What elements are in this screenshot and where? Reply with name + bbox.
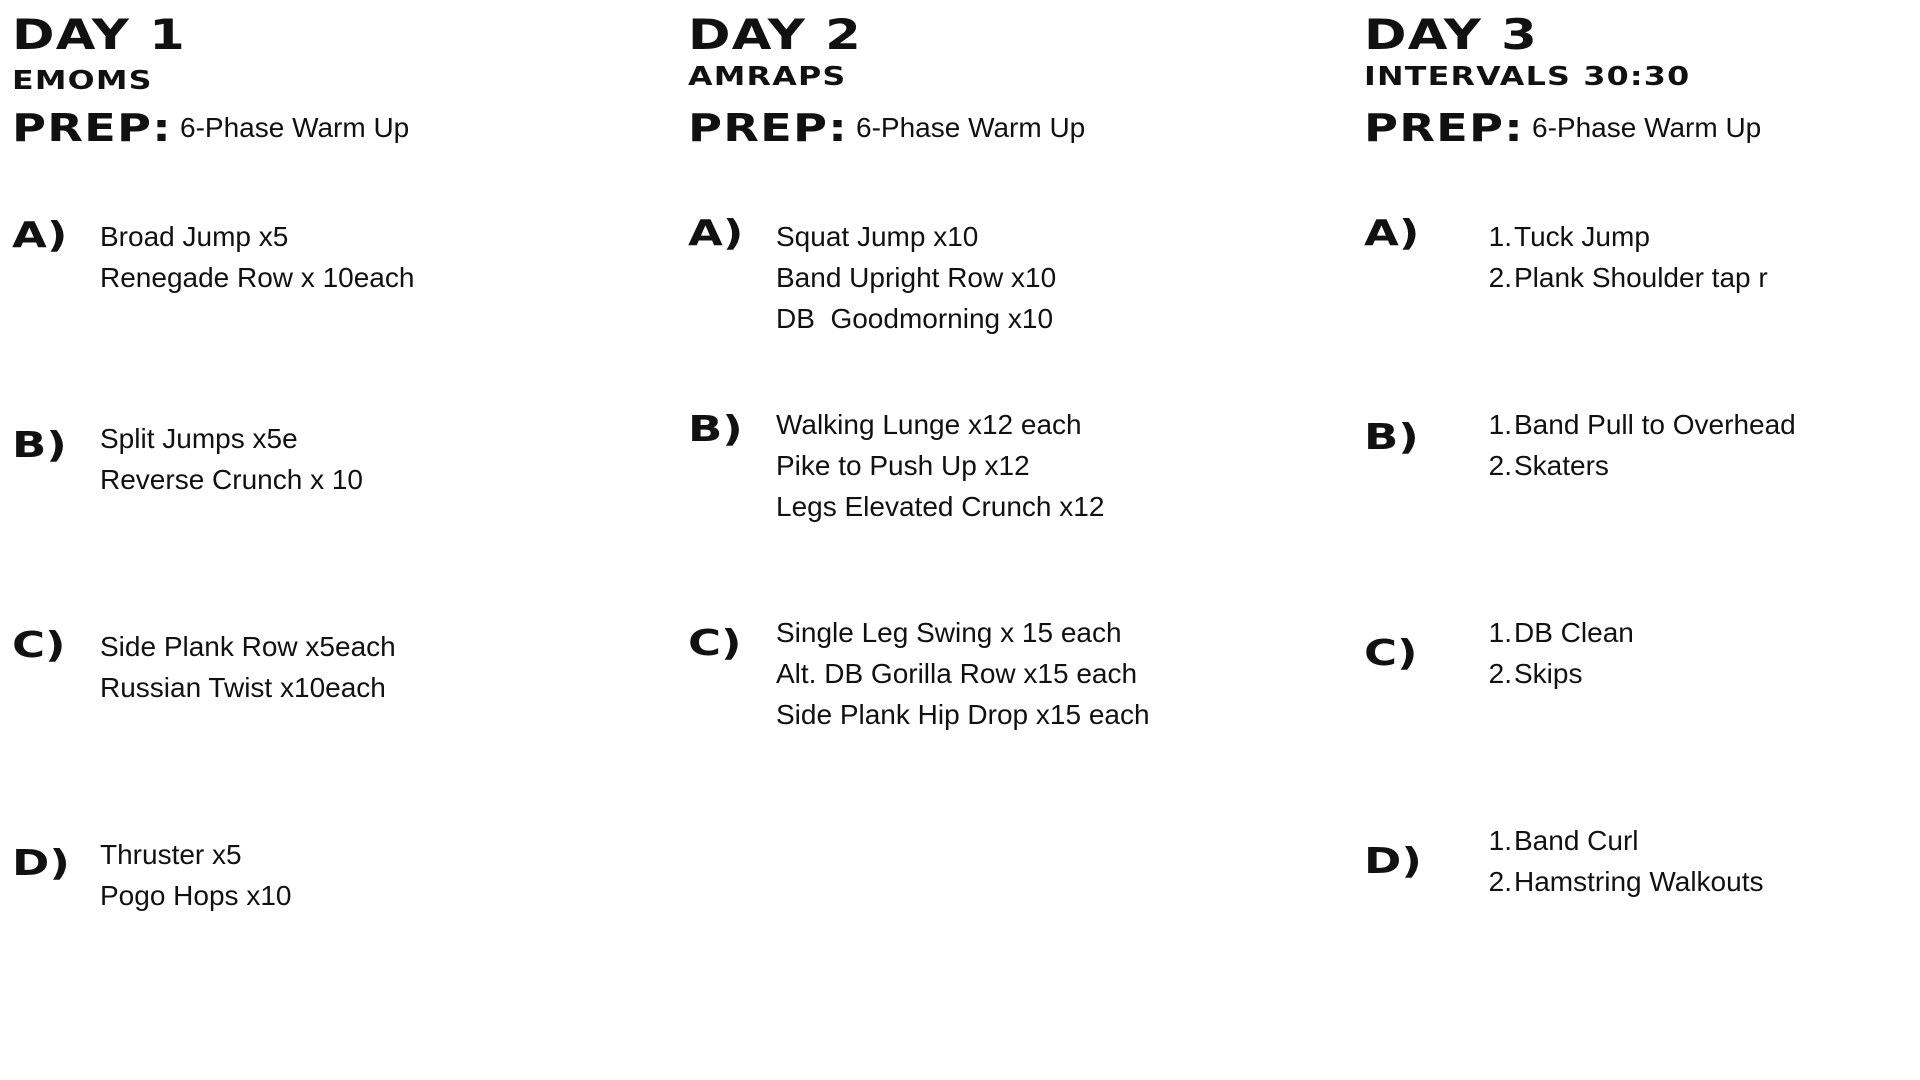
exercise-list xyxy=(100,216,414,298)
workout-format: EMOMS xyxy=(12,66,153,96)
exercise xyxy=(1486,653,1634,694)
workout-format: AMRAPS xyxy=(688,62,847,92)
exercise xyxy=(1486,216,1768,257)
day-title: DAY 2 xyxy=(688,10,862,59)
exercise-list xyxy=(1486,216,1768,298)
exercise: Band Upright Row x10 xyxy=(776,262,1057,293)
exercise: DB Goodmorning x10 xyxy=(776,303,1054,334)
exercise: Russian Twist x10each xyxy=(100,672,386,703)
prep-text: 6-Phase Warm Up xyxy=(180,112,410,143)
day-3-column xyxy=(1364,0,1920,1080)
exercise-list xyxy=(100,626,396,708)
exercise: Pogo Hops x10 xyxy=(100,880,292,911)
exercise: Alt. DB Gorilla Row x15 each xyxy=(776,658,1138,689)
exercise-number: 2. xyxy=(1488,866,1512,897)
prep-label: PREP: xyxy=(12,106,172,150)
day-2-column xyxy=(688,0,1348,1080)
prep-label: PREP: xyxy=(1364,106,1524,150)
exercise xyxy=(1486,404,1796,445)
exercise-number: 1. xyxy=(1488,617,1512,648)
exercise: Broad Jump x5 xyxy=(100,221,289,252)
prep-text: 6-Phase Warm Up xyxy=(1532,112,1762,143)
exercise-text: Hamstring Walkouts xyxy=(1514,866,1764,897)
exercise-text: Tuck Jump xyxy=(1514,221,1650,252)
exercise: Legs Elevated Crunch x12 xyxy=(776,491,1105,522)
exercise-text: Skips xyxy=(1514,658,1583,689)
block-label: A) xyxy=(12,215,68,256)
exercise: Split Jumps x5e xyxy=(100,423,298,454)
exercise xyxy=(1486,612,1634,653)
exercise-list xyxy=(1486,404,1796,486)
prep-row xyxy=(1364,104,1761,152)
exercise-text: Band Curl xyxy=(1514,825,1639,856)
prep-row xyxy=(12,104,409,152)
prep-label: PREP: xyxy=(688,106,848,150)
exercise: Reverse Crunch x 10 xyxy=(100,464,364,495)
exercise-number: 1. xyxy=(1488,409,1512,440)
prep-text: 6-Phase Warm Up xyxy=(856,112,1086,143)
exercise-list xyxy=(776,404,1104,527)
exercise xyxy=(1486,820,1763,861)
exercise-list xyxy=(100,418,363,500)
exercise xyxy=(1486,861,1763,902)
day-title: DAY 1 xyxy=(12,10,186,59)
exercise: Walking Lunge x12 each xyxy=(776,409,1082,440)
exercise: Side Plank Hip Drop x15 each xyxy=(776,699,1150,730)
exercise-number: 2. xyxy=(1488,262,1512,293)
exercise-text: Plank Shoulder tap r xyxy=(1514,262,1768,293)
exercise-text: Band Pull to Overhead xyxy=(1514,409,1796,440)
day-title: DAY 3 xyxy=(1364,10,1538,59)
exercise xyxy=(1486,445,1796,486)
exercise-number: 2. xyxy=(1488,658,1512,689)
block-label: A) xyxy=(1364,213,1420,254)
block-label: B) xyxy=(12,425,67,466)
block-label: B) xyxy=(688,409,743,450)
exercise: Single Leg Swing x 15 each xyxy=(776,617,1122,648)
block-label: D) xyxy=(12,843,70,884)
exercise-text: DB Clean xyxy=(1514,617,1634,648)
exercise: Renegade Row x 10each xyxy=(100,262,415,293)
exercise-list xyxy=(100,834,291,916)
exercise-number: 2. xyxy=(1488,450,1512,481)
block-label: B) xyxy=(1364,417,1419,458)
workout-format: INTERVALS 30:30 xyxy=(1364,62,1691,92)
exercise xyxy=(1486,257,1768,298)
exercise-list xyxy=(776,216,1056,339)
exercise-list xyxy=(1486,820,1763,902)
exercise-list xyxy=(776,612,1150,735)
day-1-column xyxy=(12,0,672,1080)
block-label: C) xyxy=(12,625,66,666)
prep-row xyxy=(688,104,1085,152)
exercise-list xyxy=(1486,612,1634,694)
exercise: Pike to Push Up x12 xyxy=(776,450,1030,481)
exercise: Thruster x5 xyxy=(100,839,242,870)
block-label: A) xyxy=(688,213,744,254)
block-label: D) xyxy=(1364,841,1422,882)
exercise: Squat Jump x10 xyxy=(776,221,979,252)
block-label: C) xyxy=(688,623,742,664)
block-label: C) xyxy=(1364,633,1418,674)
exercise-text: Skaters xyxy=(1514,450,1609,481)
exercise: Side Plank Row x5each xyxy=(100,631,396,662)
exercise-number: 1. xyxy=(1488,221,1512,252)
exercise-number: 1. xyxy=(1488,825,1512,856)
